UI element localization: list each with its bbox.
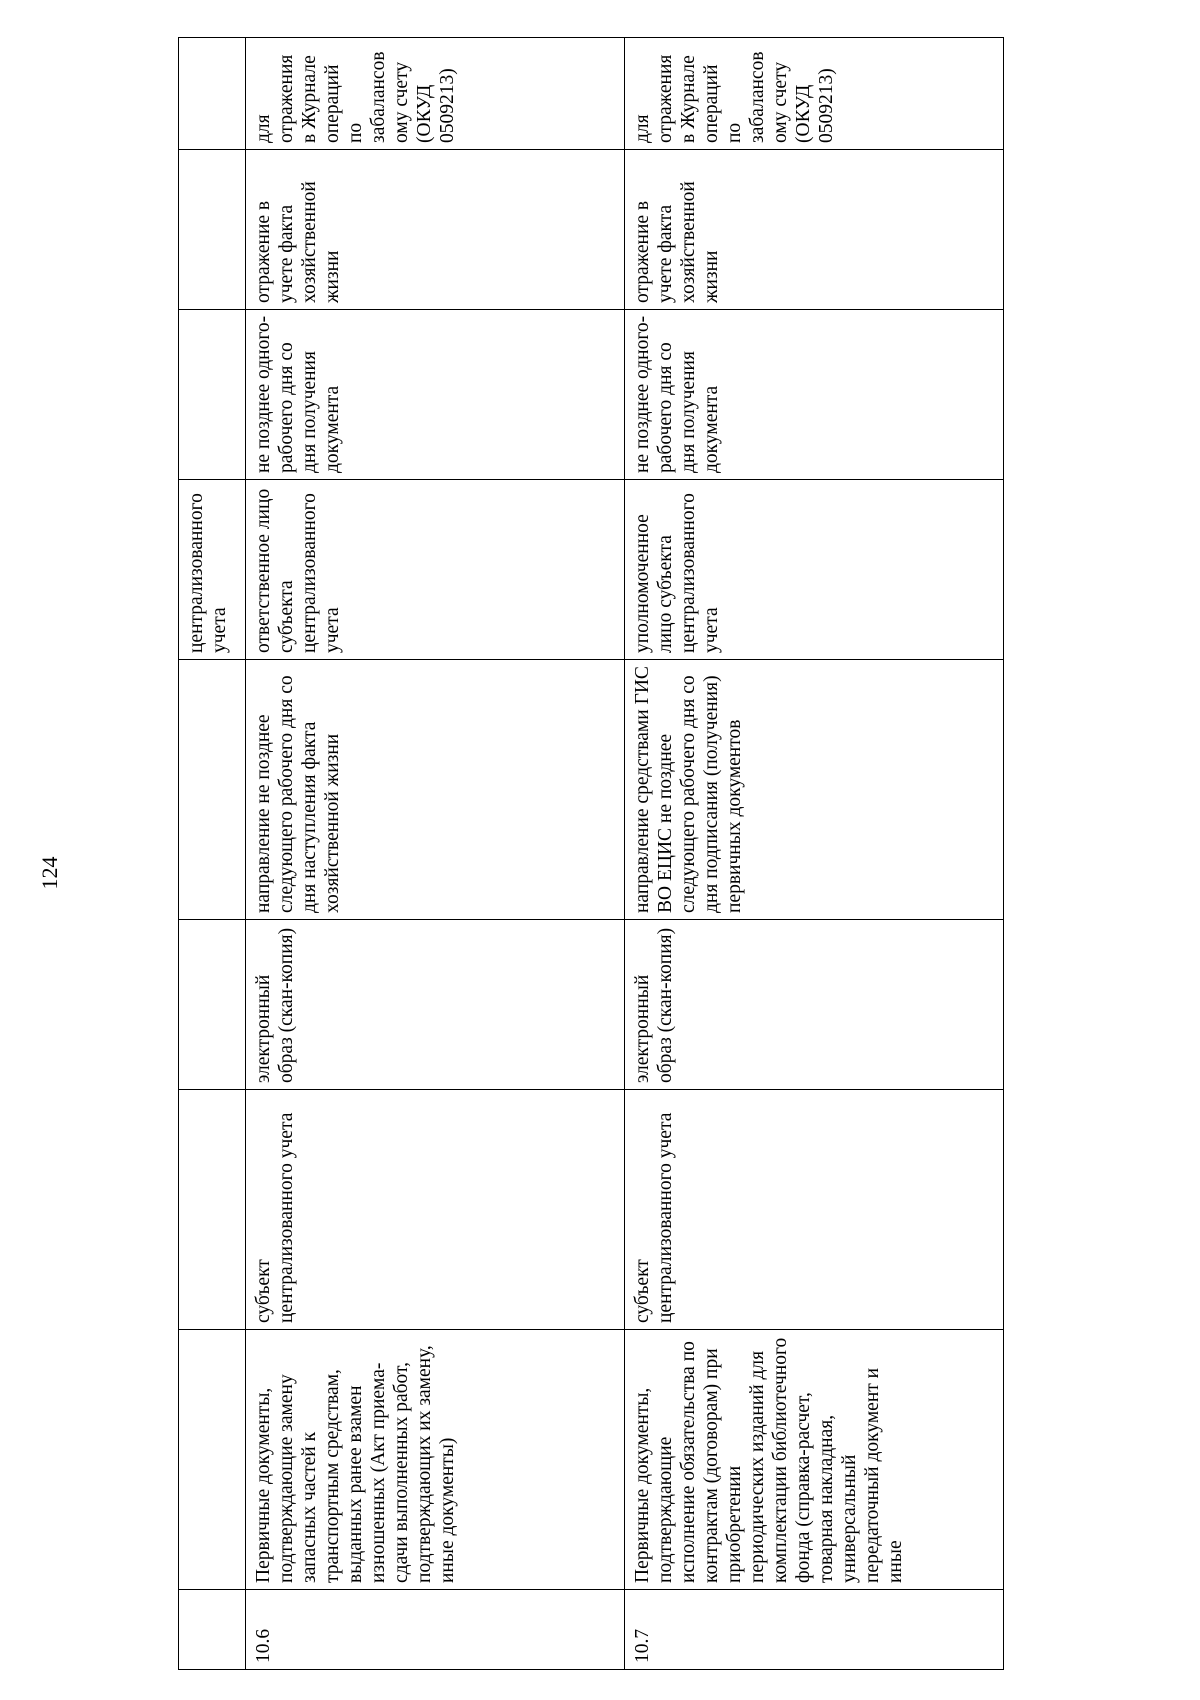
row-number: 10.6 — [246, 1590, 625, 1670]
document-form: электронный образ (скан-копия) — [625, 920, 1004, 1090]
table-cell — [179, 310, 246, 480]
table-row — [625, 38, 1004, 1670]
document-receiver: ответственное лицо субъекта централизованного учета — [246, 480, 625, 660]
table-cell — [179, 920, 246, 1090]
table-row-continuation — [179, 38, 246, 1670]
table-cell: централизованного учета — [179, 480, 246, 660]
submission-term: направление средствами ГИС ВО ЕЦИС не позднее следующего рабочего дня со дня подписания (получения) первичных документов — [625, 660, 1004, 920]
table-cell — [179, 38, 246, 150]
processing-term: не позднее одного-рабочего дня со дня получения документа — [246, 310, 625, 480]
row-number: 10.7 — [625, 1590, 1004, 1670]
table-container — [178, 38, 1000, 1670]
submission-term: направление не позднее следующего рабочего дня со дня наступления факта хозяйственной жизни — [246, 660, 625, 920]
table-cell — [179, 1330, 246, 1590]
document-creator: субъект централизованного учета — [246, 1090, 625, 1330]
document-name: Первичные документы, подтверждающие исполнение обязательства по контрактам (договорам) при приобретении периодических изданий для комплектации библиотечного фонда (справка-расчет, товарная накладная, универсальный передаточный документ и иные — [625, 1330, 1004, 1590]
table-row — [246, 38, 625, 1670]
document-purpose: отражение в учете факта хозяйственной жизни — [625, 150, 1004, 310]
table-cell — [179, 150, 246, 310]
document-purpose: отражение в учете факта хозяйственной жизни — [246, 150, 625, 310]
document-receiver: уполномоченное лицо субъекта централизованного учета — [625, 480, 1004, 660]
page-number: 124 — [37, 856, 62, 890]
table-cell — [179, 1590, 246, 1670]
table-cell — [179, 660, 246, 920]
accounting-register: для отражения в Журнале операций по забалансовому счету (ОКУД 0509213) — [246, 38, 625, 150]
processing-term: не позднее одного-рабочего дня со дня получения документа — [625, 310, 1004, 480]
document-form: электронный образ (скан-копия) — [246, 920, 625, 1090]
document-name: Первичные документы, подтверждающие замену запасных частей к транспортным средствам, выданных ранее взамен изношенных (Акт приема-сдачи выполненных работ, подтверждающих их замену, иные документы) — [246, 1330, 625, 1590]
document-flow-table — [178, 37, 1004, 1670]
document-creator: субъект централизованного учета — [625, 1090, 1004, 1330]
accounting-register: для отражения в Журнале операций по забалансовому счету (ОКУД 0509213) — [625, 38, 1004, 150]
table-cell — [179, 1090, 246, 1330]
